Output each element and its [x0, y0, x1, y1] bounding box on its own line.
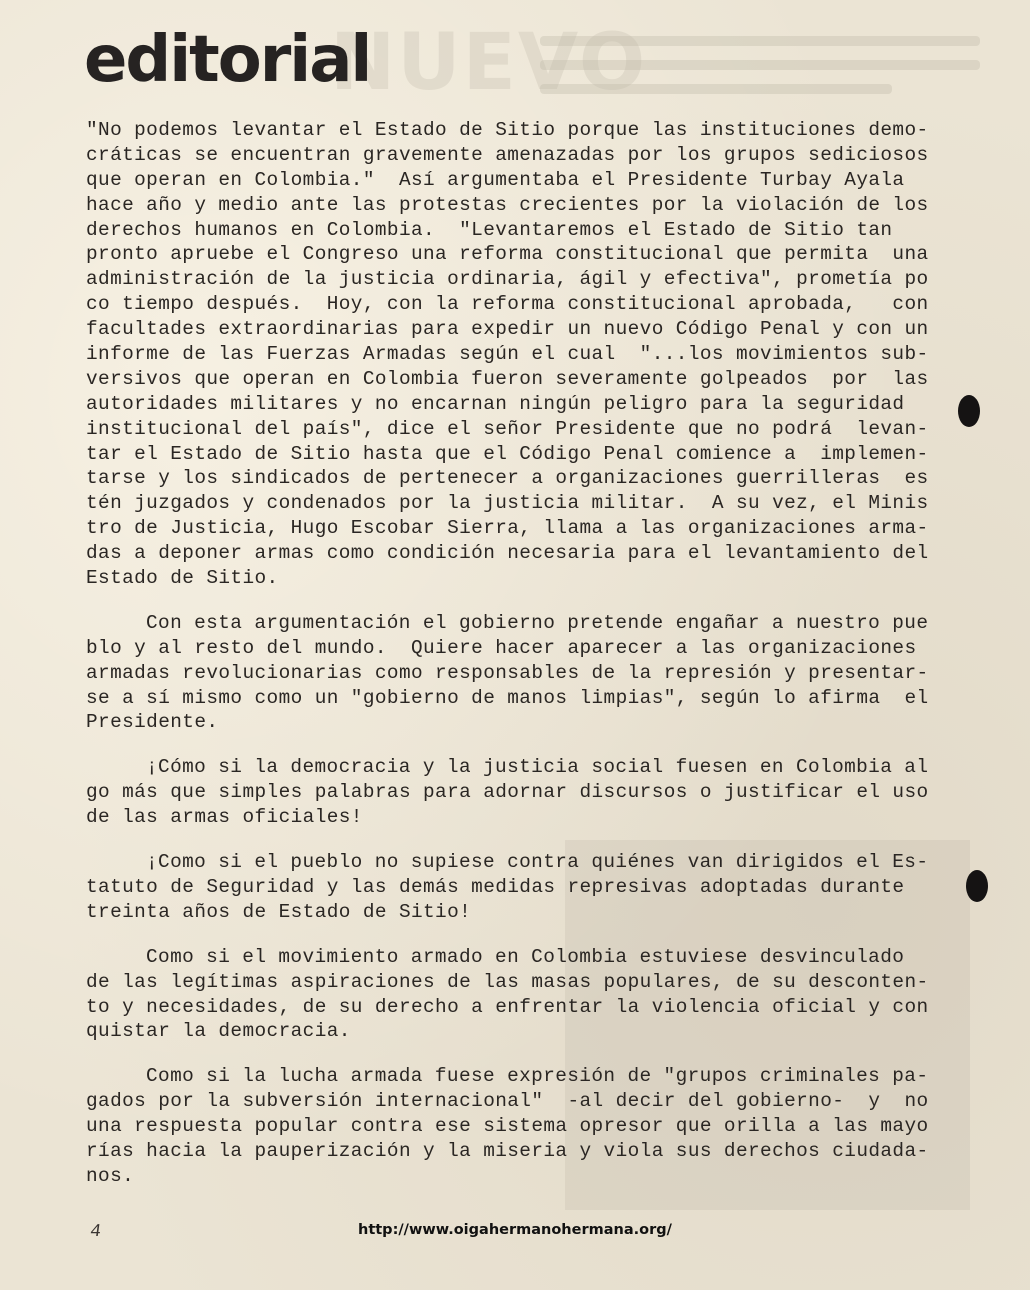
- text-line: autoridades militares y no encarnan ningún peligro para la seguridad: [86, 392, 905, 415]
- text-line: informe de las Fuerzas Armadas según el cual "...los movimientos sub-: [86, 343, 929, 366]
- page-number: 4: [88, 1222, 103, 1242]
- footer-url: http://www.oigahermanohermana.org/: [358, 1222, 672, 1238]
- text-line: armadas revolucionarias como responsables de la represión y presentar-: [86, 661, 929, 684]
- punch-hole: [966, 870, 988, 902]
- text-line: nos.: [86, 1164, 135, 1187]
- text-line: treinta años de Estado de Sitio!: [86, 900, 472, 923]
- text-line: tatuto de Seguridad y las demás medidas represivas adoptadas durante: [86, 875, 905, 898]
- text-line: "No podemos levantar el Estado de Sitio porque las instituciones demo-: [86, 119, 929, 141]
- bleed-through-lines: [540, 36, 980, 108]
- text-line: co tiempo después. Hoy, con la reforma constitucional aprobada, con: [86, 293, 929, 316]
- paragraph: [86, 118, 956, 591]
- text-line: Presidente.: [86, 711, 219, 734]
- text-line: ¡Cómo si la democracia y la justicia social fuesen en Colombia al: [146, 756, 929, 779]
- text-line: to y necesidades, de su derecho a enfrentar la violencia oficial y con: [86, 995, 929, 1018]
- text-line: go más que simples palabras para adornar discursos o justificar el uso: [86, 781, 929, 804]
- paragraph: [86, 850, 956, 925]
- paragraph: [86, 945, 956, 1045]
- text-line: institucional del país", dice el señor Presidente que no podrá levan-: [86, 417, 929, 440]
- text-line: versivos que operan en Colombia fueron severamente golpeados por las: [86, 367, 929, 390]
- paragraph: [86, 755, 956, 830]
- text-line: administración de la justicia ordinaria, ágil y efectiva", prometía po: [86, 268, 929, 291]
- paragraph: [86, 611, 956, 735]
- text-line: quistar la democracia.: [86, 1020, 351, 1043]
- text-line: tar el Estado de Sitio hasta que el Código Penal comience a implemen-: [86, 442, 929, 465]
- text-line: Como si la lucha armada fuese expresión de "grupos criminales pa-: [146, 1065, 929, 1088]
- text-line: rías hacia la pauperización y la miseria y viola sus derechos ciudada-: [86, 1139, 929, 1162]
- editorial-body: [86, 118, 956, 1189]
- text-line: de las armas oficiales!: [86, 806, 363, 829]
- text-line: que operan en Colombia." Así argumentaba el Presidente Turbay Ayala: [86, 168, 905, 191]
- text-line: cráticas se encuentran gravemente amenazadas por los grupos sediciosos: [86, 143, 929, 166]
- text-line: gados por la subversión internacional" -al decir del gobierno- y no: [86, 1090, 929, 1113]
- text-line: una respuesta popular contra ese sistema opresor que orilla a las mayo: [86, 1115, 929, 1138]
- text-line: facultades extraordinarias para expedir un nuevo Código Penal y con un: [86, 318, 929, 341]
- text-line: pronto apruebe el Congreso una reforma constitucional que permita una: [86, 243, 929, 266]
- text-line: tro de Justicia, Hugo Escobar Sierra, llama a las organizaciones arma-: [86, 517, 929, 540]
- text-line: Con esta argumentación el gobierno pretende engañar a nuestro pue: [146, 611, 929, 634]
- text-line: blo y al resto del mundo. Quiere hacer aparecer a las organizaciones: [86, 636, 917, 659]
- page-title: editorial: [84, 23, 371, 97]
- punch-hole: [958, 395, 980, 427]
- text-line: Como si el movimiento armado en Colombia estuviese desvinculado: [146, 945, 905, 968]
- text-line: se a sí mismo como un "gobierno de manos limpias", según lo afirma el: [86, 686, 929, 709]
- text-line: Estado de Sitio.: [86, 567, 279, 590]
- text-line: tarse y los sindicados de pertenecer a organizaciones guerrilleras es: [86, 467, 929, 490]
- text-line: derechos humanos en Colombia. "Levantaremos el Estado de Sitio tan: [86, 218, 893, 241]
- text-line: tén juzgados y condenados por la justicia militar. A su vez, el Minis: [86, 492, 929, 515]
- text-line: das a deponer armas como condición necesaria para el levantamiento del: [86, 542, 929, 565]
- text-line: hace año y medio ante las protestas crecientes por la violación de los: [86, 193, 929, 216]
- paragraph: [86, 1064, 956, 1188]
- text-line: de las legítimas aspiraciones de las masas populares, de su desconten-: [86, 970, 929, 993]
- bleed-through-heading: NUEVO: [330, 18, 648, 108]
- text-line: ¡Como si el pueblo no supiese contra quiénes van dirigidos el Es-: [146, 851, 929, 874]
